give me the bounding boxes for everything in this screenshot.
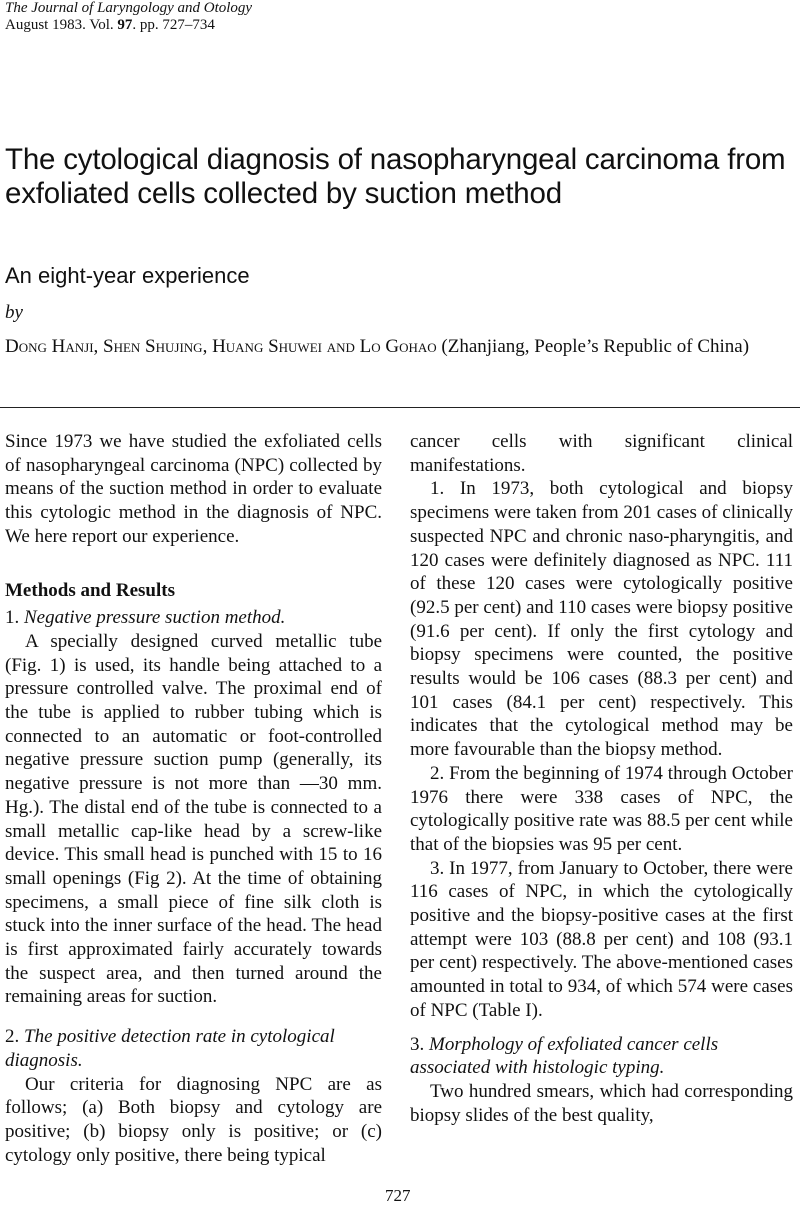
journal-name: The Journal of Laryngology and Otology	[5, 0, 253, 16]
article-title: The cytological diagnosis of nasopharyngeal carcinoma from exfoliated cells collected by suction method	[5, 143, 786, 210]
left-column	[5, 430, 382, 1167]
byline-by: by	[5, 302, 23, 323]
result-item-2: 2. From the beginning of 1974 through October 1976 there were 338 cases of NPC, the cytologically positive rate was 88.5 per cent while that of the biopsies was 95 per cent.	[410, 762, 793, 855]
right-column	[410, 430, 793, 1127]
header-divider	[0, 407, 800, 408]
section2-heading: 2. The positive detection rate in cytological diagnosis.	[5, 1026, 335, 1071]
result-item-3: 3. In 1977, from January to October, there were 116 cases of NPC, in which the cytologically positive and the biopsy-positive cases at the first attempt were 103 (88.8 per cent) and 108 (93.1 per cent) respectively. The above-mentioned cases amounted in total to 934, of which 574 were cases of NPC (Table I).	[410, 857, 793, 1021]
section1-heading: 1. Negative pressure suction method.	[5, 607, 286, 629]
methods-heading: Methods and Results	[5, 579, 175, 601]
author-list	[5, 335, 785, 359]
page-number: 727	[385, 1186, 411, 1205]
result-item-1: 1. In 1973, both cytological and biopsy specimens were taken from 201 cases of clinically suspected NPC and chronic naso-pharyngitis, and 120 cases were definitely diagnosed as NPC. 111 of these 120 cases were cytologically positive (92.5 per cent) and 110 cases were biopsy positive (91.6 per cent). If only the first cytology and biopsy specimens were counted, the positive results would be 106 cases (88.3 per cent) and 101 cases (84.1 per cent) respectively. This indicates that the cytological method may be more favourable than the biopsy method.	[410, 478, 793, 761]
article-subtitle: An eight-year experience	[5, 263, 250, 288]
volume-number: 97	[117, 17, 133, 33]
continuation-paragraph: cancer cells with significant clinical manifestations.	[410, 431, 793, 476]
section3-heading: 3. Morphology of exfoliated cancer cells associated with histologic typing.	[410, 1033, 719, 1079]
journal-header	[5, 0, 252, 34]
issue-info: August 1983. Vol. 97. pp. 727–734	[5, 17, 215, 33]
intro-paragraph: Since 1973 we have studied the exfoliated cells of nasopharyngeal carcinoma (NPC) collected by means of the suction method in order to evaluate this cytologic method in the diagnosis of NPC. We here report our experience.	[5, 431, 382, 547]
section3-paragraph: Two hundred smears, which had corresponding biopsy slides of the best quality,	[410, 1080, 793, 1126]
section1-paragraph: A specially designed curved metallic tube (Fig. 1) is used, its handle being attached to a pressure controlled valve. The proximal end of the tube is applied to rubber tubing which is connected to an automatic or foot-controlled negative pressure suction pump (generally, its negative pressure is not more than —30 mm. Hg.). The distal end of the tube is connected to a small metallic cap-like head by a screw-like device. This small head is punched with 15 to 16 small openings (Fig 2). At the time of obtaining specimens, a small piece of fine silk cloth is stuck into the inner surface of the head. The head is first approximated fairly accurately towards the suspect area, and then turned around the remaining areas for suction.	[5, 630, 382, 1008]
author-affiliation: (Zhanjiang, People’s Republic of China)	[436, 336, 750, 357]
author-names: Dong Hanji, Shen Shujing, Huang Shuwei and Lo Gohao	[5, 336, 437, 357]
section2-paragraph: Our criteria for diagnosing NPC are as follows; (a) Both biopsy and cytology are positive; (b) biopsy only is positive; or (c) cytology only positive, there being typical	[5, 1073, 382, 1166]
